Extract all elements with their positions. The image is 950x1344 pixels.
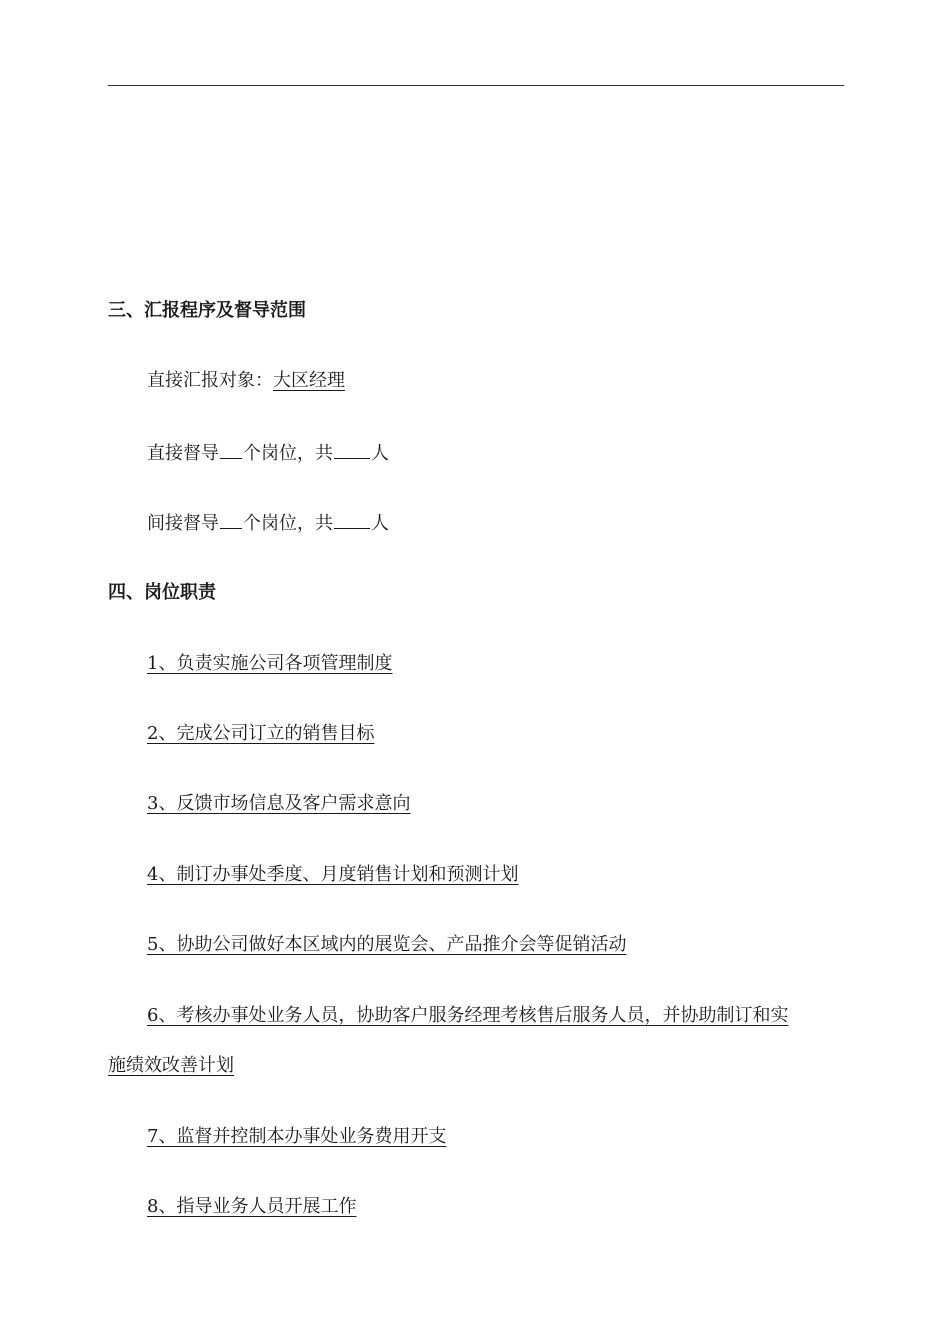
direct-report-line (147, 369, 345, 393)
duty-item: 3、反馈市场信息及客户需求意向 (147, 793, 411, 814)
duty-item: 8、指导业务人员开展工作 (147, 1196, 357, 1217)
direct-supervise-prefix: 直接督导 (147, 443, 219, 464)
indirect-supervise-middle: 个岗位，共 (243, 513, 333, 534)
duty-item: 2、完成公司订立的销售目标 (147, 723, 375, 744)
indirect-supervise-suffix: 人 (371, 513, 389, 534)
indirect-supervise-line (147, 510, 389, 536)
direct-report-label: 直接汇报对象： (147, 370, 273, 391)
direct-supervise-line (147, 440, 389, 466)
duty-item: 6、考核办事处业务人员，协助客户服务经理考核售后服务人员，并协助制订和实 (147, 1005, 789, 1026)
direct-supervise-suffix: 人 (371, 443, 389, 464)
header-rule (108, 85, 844, 86)
direct-supervise-people-blank (334, 440, 370, 459)
direct-supervise-positions-blank (220, 440, 242, 459)
duty-item-continuation: 施绩效改善计划 (108, 1055, 234, 1076)
duty-item: 5、协助公司做好本区域内的展览会、产品推介会等促销活动 (147, 934, 627, 955)
direct-report-value: 大区经理 (273, 370, 345, 391)
duty-item: 1、负责实施公司各项管理制度 (147, 653, 393, 674)
indirect-supervise-people-blank (334, 510, 370, 529)
direct-supervise-middle: 个岗位，共 (243, 443, 333, 464)
indirect-supervise-prefix: 间接督导 (147, 513, 219, 534)
indirect-supervise-positions-blank (220, 510, 242, 529)
duty-item: 7、监督并控制本办事处业务费用开支 (147, 1126, 447, 1147)
duty-item: 4、制订办事处季度、月度销售计划和预测计划 (147, 864, 519, 885)
section-4-heading: 四、岗位职责 (108, 582, 216, 603)
section-3-heading: 三、汇报程序及督导范围 (108, 300, 306, 321)
